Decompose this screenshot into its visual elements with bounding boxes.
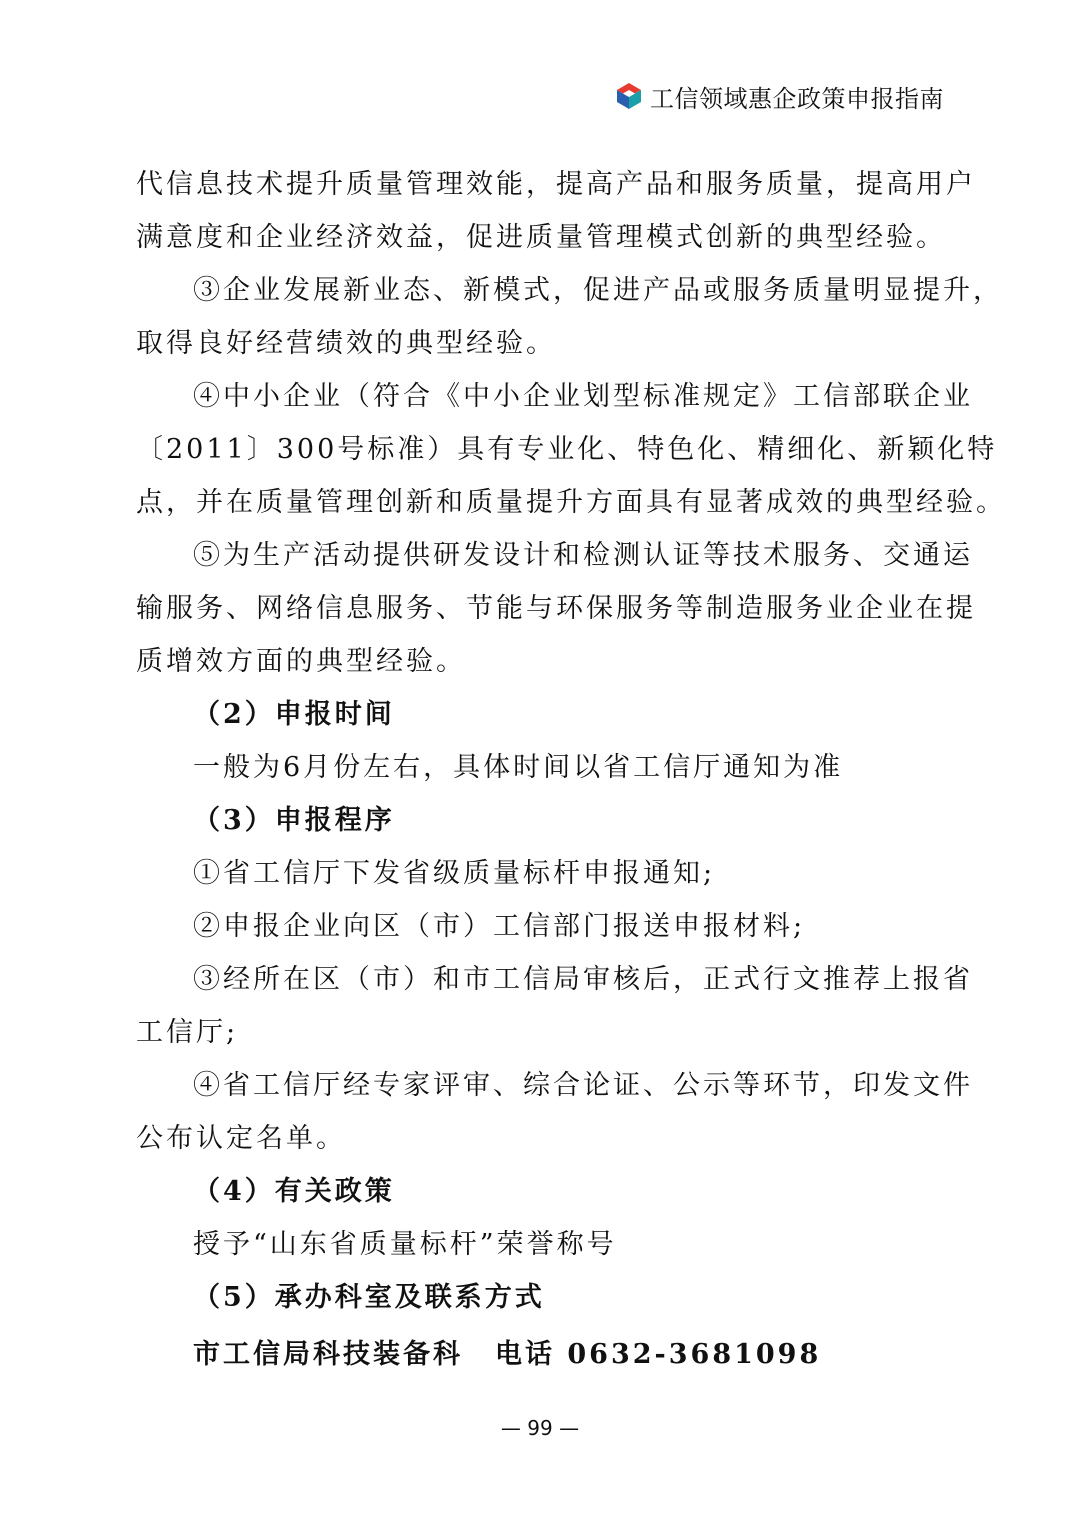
body-line: 点，并在质量管理创新和质量提升方面具有显著成效的典型经验。 (136, 487, 1006, 518)
body-line: ⑤为生产活动提供研发设计和检测认证等技术服务、交通运 (193, 540, 973, 571)
page-header (614, 76, 944, 116)
contact-office: 市工信局科技装备科 (193, 1339, 463, 1370)
body-line: 授予“山东省质量标杆”荣誉称号 (193, 1229, 617, 1260)
body-line: 输服务、网络信息服务、节能与环保服务等制造服务业企业在提 (136, 593, 976, 624)
body-line: 公布认定名单。 (136, 1123, 346, 1154)
document-body (136, 158, 1006, 1381)
body-line: 取得良好经营绩效的典型经验。 (136, 328, 556, 359)
body-line: ①省工信厅下发省级质量标杆申报通知; (193, 858, 716, 889)
contact-line (136, 1328, 948, 1381)
body-line: ④中小企业（符合《中小企业划型标准规定》工信部联企业 (193, 381, 973, 412)
body-line: ③经所在区（市）和市工信局审核后，正式行文推荐上报省 (193, 964, 973, 995)
section-heading: （3）申报程序 (193, 805, 395, 836)
body-line: ②申报企业向区（市）工信部门报送申报材料; (193, 911, 806, 942)
body-line: ③企业发展新业态、新模式，促进产品或服务质量明显提升， (193, 275, 1003, 306)
section-heading: （5）承办科室及联系方式 (193, 1282, 545, 1313)
header-title: 工信领域惠企政策申报指南 (650, 84, 944, 113)
page-number: — 99 — (500, 1416, 580, 1440)
contact-phone: 电话 0632-3681098 (495, 1339, 822, 1370)
body-line: 质增效方面的典型经验。 (136, 646, 466, 677)
section-heading: （4）有关政策 (193, 1176, 395, 1207)
body-line: 满意度和企业经济效益，促进质量管理模式创新的典型经验。 (136, 222, 946, 253)
body-line: 工信厅; (136, 1017, 239, 1048)
body-line: ④省工信厅经专家评审、综合论证、公示等环节，印发文件 (193, 1070, 973, 1101)
body-line: 代信息技术提升质量管理效能，提高产品和服务质量，提高用户 (136, 169, 976, 200)
body-line: 〔2011〕300号标准）具有专业化、特色化、精细化、新颖化特 (136, 434, 998, 465)
body-line: 一般为6月份左右，具体时间以省工信厅通知为准 (193, 752, 844, 783)
cube-logo-icon (614, 81, 644, 111)
section-heading: （2）申报时间 (193, 699, 395, 730)
